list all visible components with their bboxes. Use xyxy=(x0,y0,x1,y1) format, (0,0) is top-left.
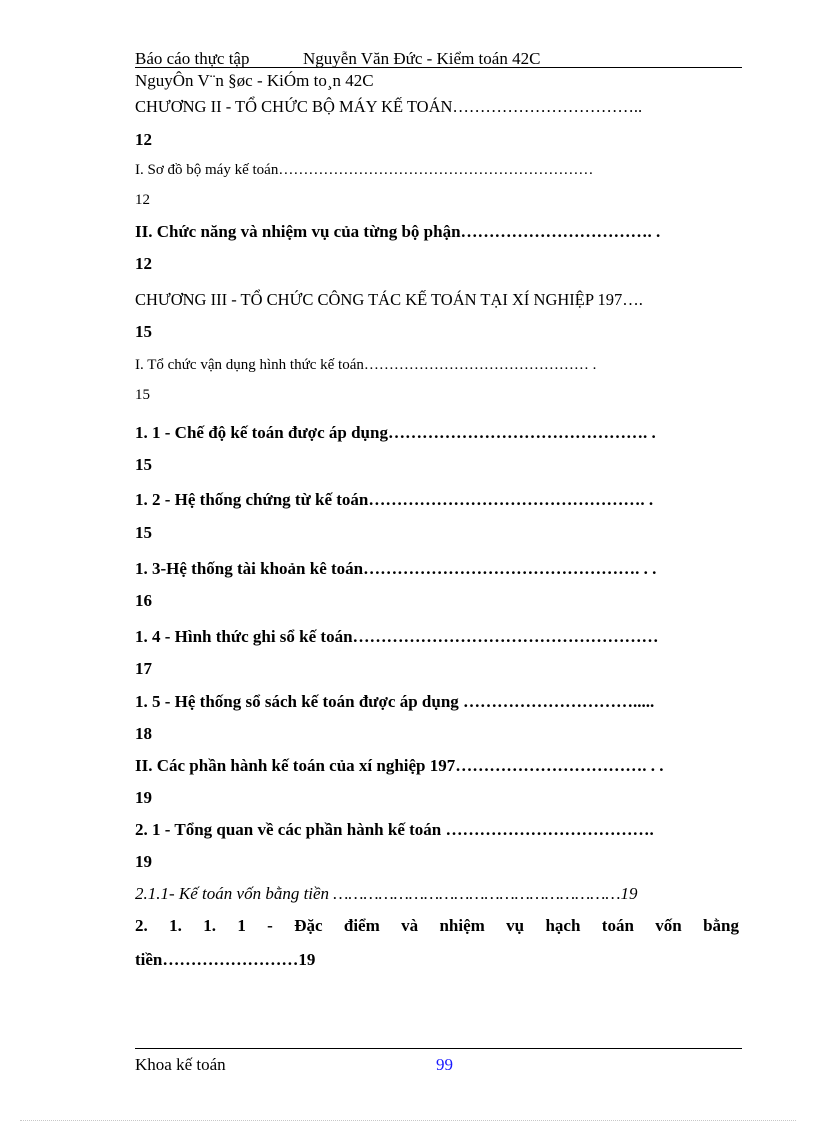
footer-page-number: 99 xyxy=(436,1055,453,1074)
toc-page-1-1: 15 xyxy=(135,455,152,474)
toc-entry-1-4: 1. 4 - Hình thức ghi sổ kế toán……………………………………………… xyxy=(135,627,659,646)
header-author-course: Nguyễn Văn Đức - Kiểm toán 42C xyxy=(303,49,541,68)
toc-page-1-4: 17 xyxy=(135,659,152,678)
toc-entry-1-1: 1. 1 - Chế độ kế toán được áp dụng………………………………………. . xyxy=(135,423,656,442)
toc-entry-1-5: 1. 5 - Hệ thống sổ sách kế toán được áp dụng …………………………..... xyxy=(135,692,655,711)
toc-entry-2-1-1-1-line2: tiền……………………19 xyxy=(135,950,316,969)
footer-department: Khoa kế toán xyxy=(135,1055,226,1074)
toc-entry-section-ii: II. Các phần hành kế toán của xí nghiệp 197……………………………. . . xyxy=(135,756,664,775)
toc-page-chapter-3: 15 xyxy=(135,322,152,341)
toc-entry-section-2: II. Chức năng và nhiệm vụ của từng bộ phận……………………………. . xyxy=(135,222,661,241)
toc-entry-2-1-1-1-line1: 2. 1. 1. 1 - Đặc điểm và nhiệm vụ hạch toán vốn bằng xyxy=(135,916,739,935)
toc-page-1-5: 18 xyxy=(135,724,152,743)
toc-entry-section-1: I. Sơ đồ bộ máy kế toán……………………………………………………… xyxy=(135,162,594,178)
toc-page-chapter-2: 12 xyxy=(135,130,152,149)
header-left-title: Báo cáo thực tập xyxy=(135,49,250,68)
toc-entry-2-1: 2. 1 - Tổng quan về các phần hành kế toán ………………………………. xyxy=(135,820,654,839)
toc-entry-1-3: 1. 3-Hệ thống tài khoản kê toán…………………………………………. . . xyxy=(135,559,657,578)
header-divider xyxy=(135,67,742,68)
toc-entry-2-1-1-1 xyxy=(135,916,739,948)
toc-entry-chapter-2: CHƯƠNG II - TỔ CHỨC BỘ MÁY KẾ TOÁN…………………………….. xyxy=(135,97,643,116)
toc-entry-organization: I. Tổ chức vận dụng hình thức kế toán……………………………………… . xyxy=(135,357,597,373)
page-bottom-dotted-edge xyxy=(20,1120,796,1121)
toc-page-1-2: 15 xyxy=(135,523,152,542)
toc-entry-chapter-3: CHƯƠNG III - TỔ CHỨC CÔNG TÁC KẾ TOÁN TẠI XÍ NGHIỆP 197…. xyxy=(135,290,643,309)
toc-entry-1-2: 1. 2 - Hệ thống chứng từ kế toán…………………………………………. . xyxy=(135,490,654,509)
toc-page-section-ii: 19 xyxy=(135,788,152,807)
toc-page-2-1: 19 xyxy=(135,852,152,871)
toc-entry-2-1-1: 2.1.1- Kế toán vốn bằng tiền …………………………………………………19 xyxy=(135,884,638,903)
footer-divider xyxy=(135,1048,742,1049)
header-garbled-author: NguyÔn V¨n §øc - KiÓm to¸n 42C xyxy=(135,71,374,90)
toc-page-section-2: 12 xyxy=(135,254,152,273)
toc-page-1-3: 16 xyxy=(135,591,152,610)
toc-page-organization: 15 xyxy=(135,387,150,403)
toc-page-section-1: 12 xyxy=(135,192,150,208)
